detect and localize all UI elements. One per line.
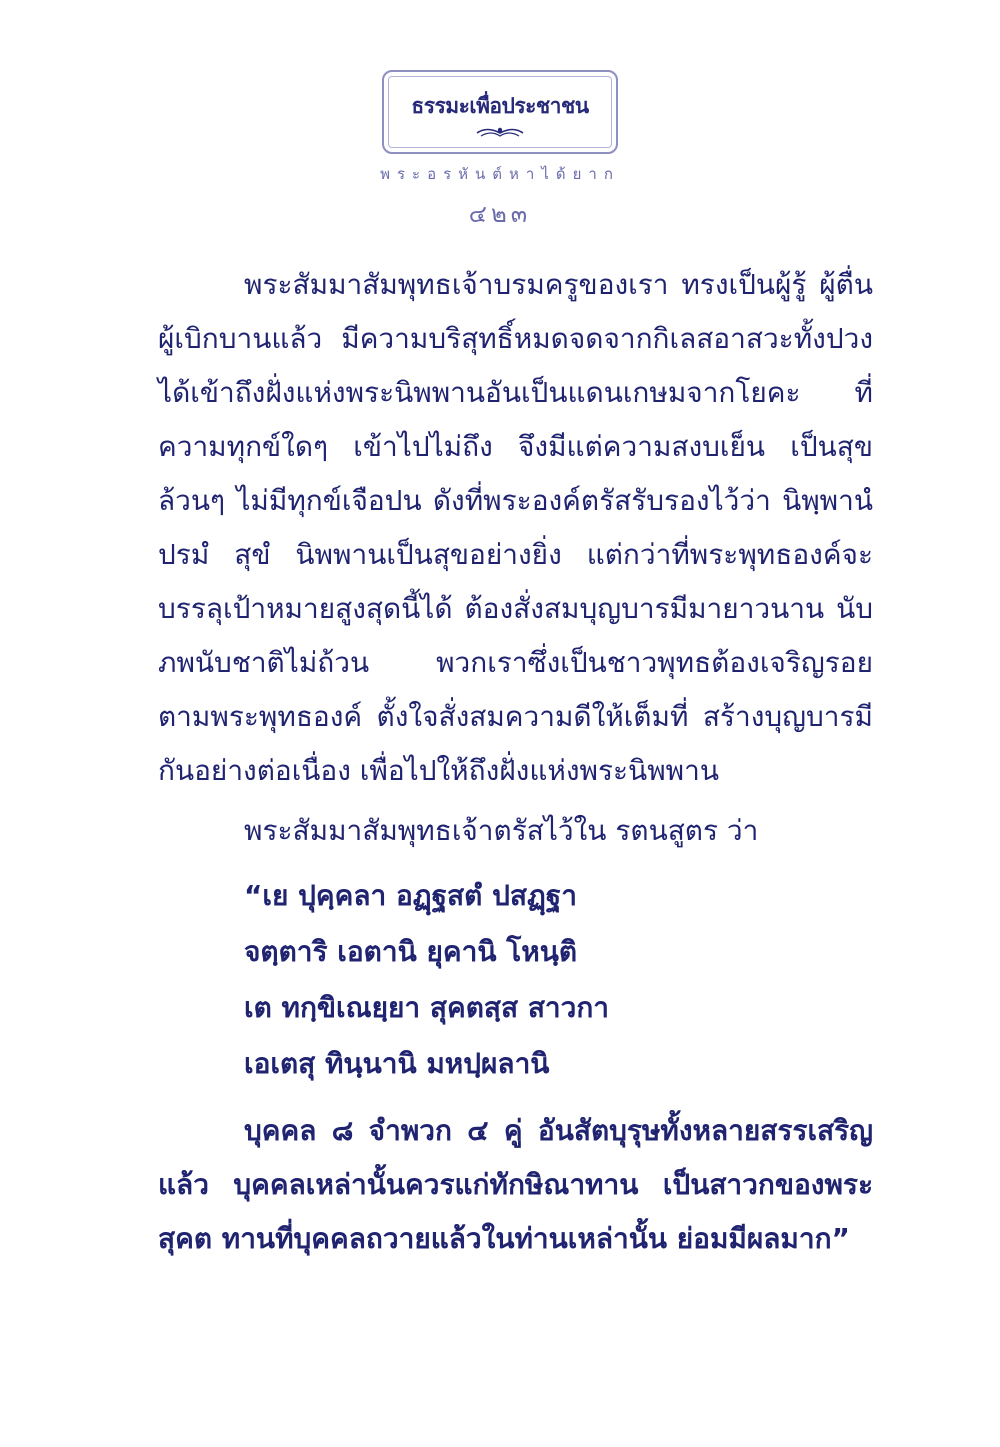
verse-line: เต ทกฺขิเณยฺยา สุคตสฺส สาวกา (244, 991, 610, 1024)
logo (382, 70, 618, 154)
page-number: ๔๒๓ (468, 200, 532, 228)
verse-translation: บุคคล ๘ จำพวก ๔ คู่ อันสัตบุรุษทั้งหลายสรรเสริญแล้ว บุคคลเหล่านั้นควรแก่ทักษิณาทาน เป็นสาวกของพระสุคต ทานที่บุคคลถวายแล้วในท่านเหล่านั้น ย่อมมีผลมาก” (158, 1114, 873, 1255)
body-paragraph: พระสัมมาสัมพุทธเจ้าบรมครูของเรา ทรงเป็นผู้รู้ ผู้ตื่น ผู้เบิกบานแล้ว มีความบริสุทธิ์หมดจดจากกิเลสอาสวะทั้งปวง ได้เข้าถึงฝั่งแห่งพระนิพพานอันเป็นแดนเกษมจากโยคะ ที่ความทุกข์ใดๆ เข้าไปไม่ถึง จึงมีแต่ความสงบเย็น เป็นสุขล้วนๆ ไม่มีทุกข์เจือปน ดังที่พระองค์ตรัสรับรองไว้ว่า นิพฺพานํ ปรมํ สุขํ นิพพานเป็นสุขอย่างยิ่ง แต่กว่าที่พระพุทธองค์จะบรรลุเป้าหมายสูงสุดนี้ได้ ต้องสั่งสมบุญบารมีมายาวนาน นับภพนับชาติไม่ถ้วน พวกเราซึ่งเป็นชาวพุทธต้องเจริญรอยตามพระพุทธองค์ ตั้งใจสั่งสมความดีให้เต็มที่ สร้างบุญบารมีกันอย่างต่อเนื่อง เพื่อไปให้ถึงฝั่งแห่งพระนิพพาน (158, 268, 873, 787)
sutta-intro: พระสัมมาสัมพุทธเจ้าตรัสไว้ใน รตนสูตร ว่า (244, 814, 759, 847)
page-header (0, 70, 1000, 233)
pali-verse (158, 868, 873, 1092)
ornament-icon (475, 124, 525, 140)
logo-text: ธรรมะเพื่อประชาชน (411, 93, 589, 118)
verse-line: จตฺตาริ เอตานิ ยุคานิ โหนฺติ (244, 935, 578, 968)
running-title: พระอรหันต์หาได้ยาก (380, 165, 620, 183)
page-body (158, 258, 873, 1266)
verse-line: เอเตสุ ทินฺนานิ มหปฺผลานิ (244, 1047, 550, 1080)
verse-line: “เย ปุคฺคลา อฏฺฐสตํ ปสฏฺฐา (244, 879, 577, 912)
